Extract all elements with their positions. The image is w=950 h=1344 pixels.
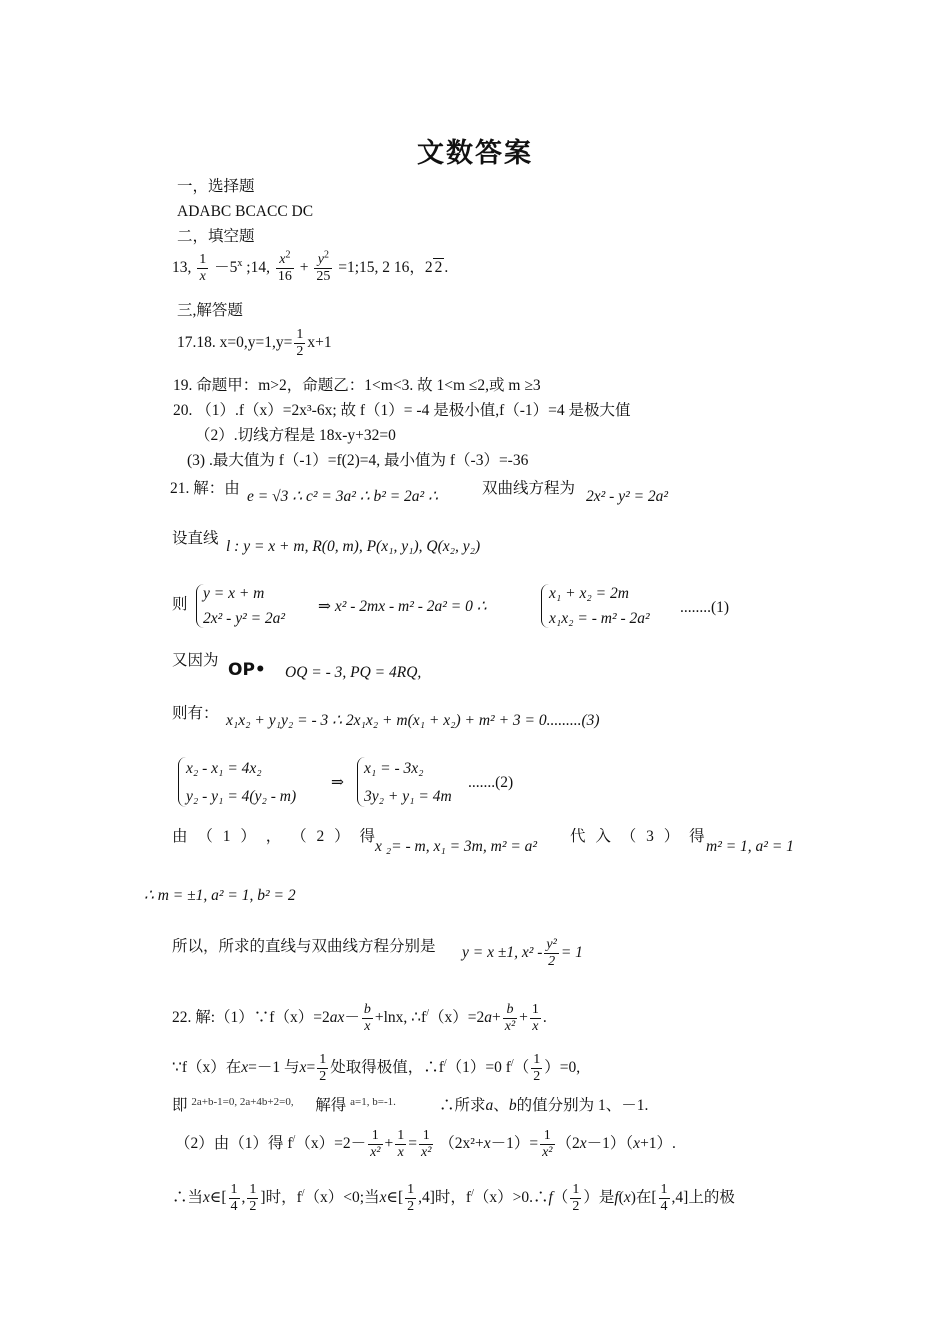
- q21-final-equation: y = x ±1, x² - $\frac{\text{y²}}{2}$ = 1: [462, 937, 583, 970]
- fraction-b-over-x2: $\frac{b}{\text{x²}}$: [504, 1002, 516, 1035]
- fraction-half: $\frac{1}{2}$: [319, 1052, 327, 1085]
- fraction-1-over-x: $\frac{1}{x}$: [397, 1128, 405, 1161]
- clipped-solution-system: a=1, b=-1.: [350, 1098, 396, 1109]
- q21-hyperbola-equation: 2x² - y² = 2a²: [586, 488, 669, 505]
- q21-tag2: .......(2): [468, 774, 514, 791]
- q22-line-4: （2）由（1）得 f/（x）=2－ $\frac{1}{\text{x²}}$ + $\frac{1}{x}$ = $\frac{1}{\text{x²}}$ （2x²+x－1）= $\frac{1}{\text{x²}}$ （2x－1）（x+1）.: [175, 1128, 676, 1161]
- fraction-1-over-x2: $\frac{1}{\text{x²}}$: [421, 1128, 432, 1161]
- fraction-y2-over-25: $\frac{y^2}{25}$: [316, 249, 331, 285]
- q21-hyperbola-label: 双曲线方程为: [482, 480, 576, 497]
- q21-system3-a: x₂ - x₁ = 4x₂: [186, 760, 262, 777]
- fraction-1-over-x2: $\frac{1}{\text{x²}}$: [542, 1128, 553, 1161]
- q19-line: 19. 命题甲：m>2，命题乙：1<m<3. 故 1<m ≤2,或 m ≥3: [173, 377, 541, 394]
- q21-because-equation: OQ = - 3, PQ = 4RQ,: [285, 664, 422, 681]
- q20-line-2: （2）.切线方程是 18x-y+32=0: [195, 427, 396, 444]
- fraction-half: $\frac{1}{2}$: [572, 1182, 580, 1215]
- q21-system2-b: x₁x₂ = - m² - 2a²: [549, 610, 650, 627]
- q21-substitute-equation: m² = 1, a² = 1: [706, 838, 794, 855]
- q22-line-3: 即 2a+b-1=0, 2a+4b+2=0, 解得 a=1, b=-1. ∴所求a、b的值分别为 1、－1.: [172, 1097, 649, 1114]
- q21-lead: 21. 解：由: [170, 480, 240, 497]
- q21-system2-a: x₁ + x₂ = 2m: [549, 585, 629, 602]
- q21-system3-b: y₂ - y₁ = 4(y₂ - m): [186, 788, 297, 805]
- q22-line-2: ∵f（x）在x=－1 与x= $\frac{1}{2}$ 处取得极值，∴f/（1）=0 f/（ $\frac{1}{2}$ ）=0,: [172, 1052, 581, 1085]
- q21-because: 又因为: [172, 652, 219, 669]
- q21-line-equation: l : y = x + m, R(0, m), P(x₁, y₁), Q(x₂, y₂): [226, 538, 481, 555]
- q21-system1-a: y = x + m: [203, 585, 265, 602]
- q21-op-symbol: OP•: [228, 660, 266, 680]
- q22-line-5: ∴当x∈[ $\frac{1}{4}$ , $\frac{1}{2}$ ]时，f/（x）<0;当x∈[ $\frac{1}{2}$ ,4]时，f/（x）>0.∴f（ $\frac{1}{2}$ ）是f(x)在[ $\frac{1}{4}$ ,4]上的极: [172, 1182, 735, 1215]
- q21-implication1: ⇒ x² - 2mx - m² - 2a² = 0 ∴: [318, 598, 487, 615]
- fraction-half: $\frac{1}{2}$: [249, 1182, 257, 1215]
- fraction-1-over-x2: $\frac{1}{\text{x²}}$: [370, 1128, 381, 1161]
- fraction-half: $\frac{1}{2}$: [533, 1052, 541, 1085]
- section-solve: 三,解答题: [177, 302, 243, 319]
- q21-system4-b: 3y₂ + y₁ = 4m: [364, 788, 452, 805]
- fraction-quarter: $\frac{1}{4}$: [660, 1182, 668, 1215]
- q20-line-3: (3) .最大值为 f（-1）=f(2)=4, 最小值为 f（-3）=-36: [187, 452, 529, 469]
- q21-from-equation: x ₂= - m, x₁ = 3m, m² = a²: [375, 838, 538, 855]
- section-choice: 一，选择题: [177, 178, 255, 195]
- fraction-y2-over-2: $\frac{\text{y²}}{2}$: [546, 937, 557, 970]
- q21-system1-b: 2x² - y² = 2a²: [203, 610, 286, 627]
- q21-final-label: 所以，所求的直线与双曲线方程分别是: [172, 938, 436, 955]
- q21-then: 则: [172, 596, 188, 613]
- q21-e-expression: e = √3 ∴ c² = 3a² ∴ b² = 2a² ∴: [247, 488, 438, 505]
- q21-have: 则有：: [172, 705, 219, 722]
- section-fill: 二，填空题: [177, 228, 255, 245]
- q21-substitute-label: 代 入 （ 3 ） 得: [570, 828, 708, 845]
- fraction-half: $\frac{1}{2}$: [296, 327, 304, 360]
- fraction-half: $\frac{1}{2}$: [407, 1182, 415, 1215]
- fraction-b-over-x: $\frac{b}{x}$: [363, 1002, 371, 1035]
- q21-system4-a: x₁ = - 3x₂: [364, 760, 424, 777]
- choice-answers: ADABC BCACC DC: [177, 203, 314, 220]
- fraction-1-over-x: $\frac{1}{x}$: [531, 1002, 539, 1035]
- q21-have-equation: x₁x₂ + y₁y₂ = - 3 ∴ 2x₁x₂ + m(x₁ + x₂) + m² + 3 = 0.........(3): [226, 712, 600, 729]
- q21-implication3: ⇒: [331, 774, 344, 791]
- q22-line-1: 22. 解:（1）∵f（x）=2ax－ $\frac{b}{x}$ +lnx, ∴f/（x）=2a+ $\frac{b}{\text{x²}}$ + $\frac{1}{x}$ .: [172, 1002, 547, 1035]
- clipped-equation-system: 2a+b-1=0, 2a+4b+2=0,: [191, 1098, 294, 1109]
- q13-16-line: 13, $\frac{1}{x}$ $-5^x$ ;14, $\frac{x^2}{16}$ + $\frac{y^2}{25}$ =1;15, 2 16，2 2 .: [172, 249, 449, 285]
- q20-line-1: 20. （1）.f（x）=2x³-6x; 故 f（1）= -4 是极小值,f（-1）=4 是极大值: [173, 402, 631, 419]
- fraction-quarter: $\frac{1}{4}$: [230, 1182, 238, 1215]
- q21-from-label: 由 （ 1 ） ， （ 2 ） 得: [172, 828, 379, 845]
- sqrt-2: 2: [434, 259, 443, 277]
- page-title: 文数答案: [417, 138, 533, 169]
- q21-tag1: ........(1): [680, 599, 730, 616]
- fraction-x2-over-16: $\frac{x^2}{16}$: [277, 249, 292, 285]
- q17-18-line: 17.18. x=0,y=1,y= $\frac{1}{2}$ x+1: [177, 327, 332, 360]
- fraction-1-over-x: $\frac{1}{x}$: [199, 252, 207, 285]
- q21-line-label: 设直线: [172, 530, 219, 547]
- q21-conclusion: ∴ m = ±1, a² = 1, b² = 2: [144, 887, 296, 904]
